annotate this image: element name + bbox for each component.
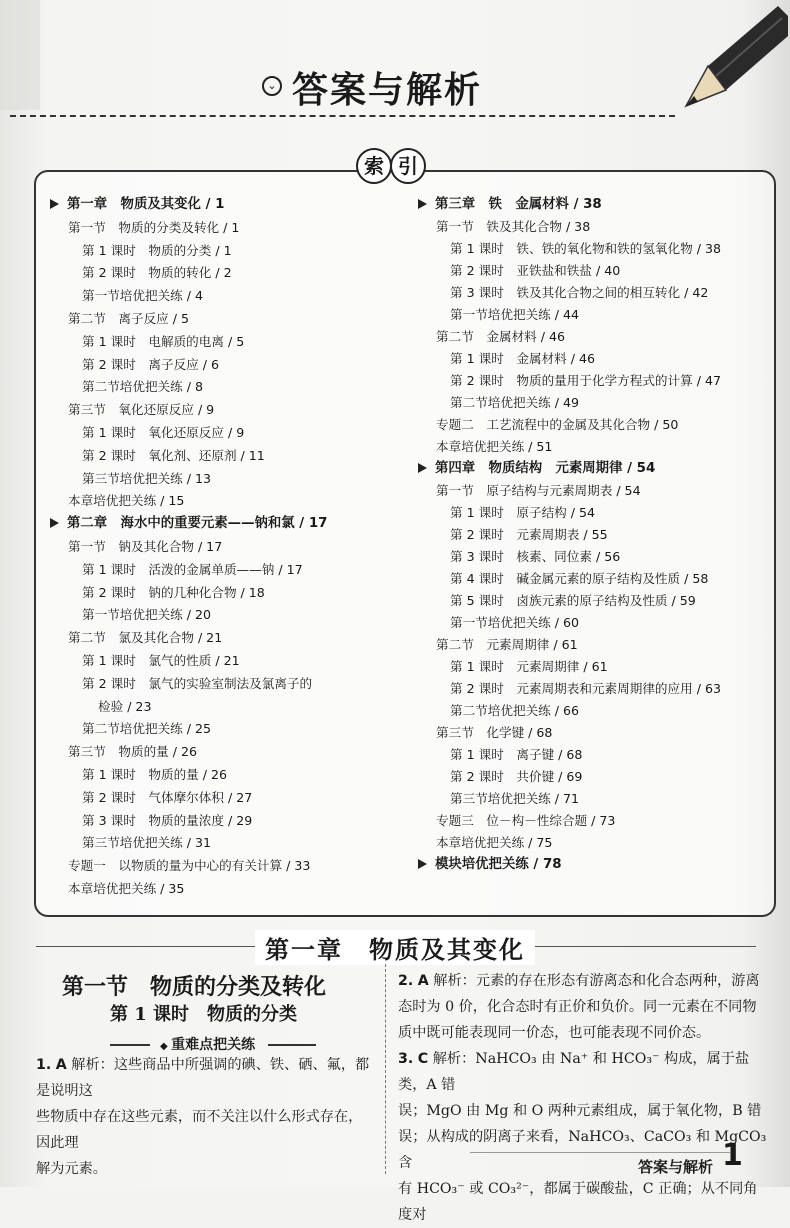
toc-item bbox=[450, 570, 708, 588]
toc-item bbox=[68, 492, 184, 510]
answer-3 bbox=[398, 1046, 768, 1228]
toc-item-label: 第三节 化学键 / 68 bbox=[436, 725, 553, 740]
toc-item bbox=[418, 196, 602, 214]
toc-item bbox=[68, 857, 310, 875]
toc-item-label: 第三节 氧化还原反应 / 9 bbox=[68, 402, 215, 418]
triangle-bullet-icon bbox=[418, 463, 427, 473]
toc-item bbox=[436, 724, 552, 742]
toc-item-label: 第二节 氯及其化合物 / 21 bbox=[68, 630, 223, 646]
toc-item bbox=[82, 470, 211, 488]
toc-item-label: 第 1 课时 金属材料 / 46 bbox=[450, 351, 596, 366]
toc-item-label: 第 1 课时 电解质的电离 / 5 bbox=[82, 333, 245, 349]
index-tab-char: 索 bbox=[356, 148, 392, 184]
toc-item bbox=[436, 328, 565, 346]
answer-1-text: 解析：这些商品中所强调的碘、铁、硒、氟，都是说明这 bbox=[36, 1057, 370, 1099]
toc-item-label: 第 3 课时 核素、同位素 / 56 bbox=[450, 549, 621, 564]
toc-item bbox=[436, 218, 590, 236]
toc-item-label: 本章培优把关练 / 51 bbox=[436, 439, 553, 454]
toc-item bbox=[50, 515, 328, 533]
toc-item bbox=[418, 460, 655, 478]
toc-item-label: 第一节培优把关练 / 44 bbox=[450, 307, 580, 322]
toc-item-label: 第 1 课时 离子键 / 68 bbox=[450, 747, 583, 762]
toc-item-label: 第三节培优把关练 / 71 bbox=[450, 791, 580, 806]
toc-item bbox=[436, 438, 552, 456]
toc-item bbox=[450, 350, 595, 368]
header-dashed-line bbox=[10, 115, 675, 117]
answer-3-number: 3. bbox=[398, 1051, 414, 1067]
toc-item-label: 第 2 课时 共价键 / 69 bbox=[450, 769, 583, 784]
toc-item-label: 第三节培优把关练 / 13 bbox=[82, 470, 212, 486]
answer-1-number: 1. bbox=[36, 1057, 52, 1073]
answer-2 bbox=[398, 968, 768, 1046]
answer-2-line: 质中既可能表现同一价态，也可能表现不同价态。 bbox=[398, 1025, 711, 1041]
index-tab bbox=[356, 148, 422, 184]
toc-item-label: 第一节 钠及其化合物 / 17 bbox=[68, 539, 223, 554]
toc-item-label: 第三节 物质的量 / 26 bbox=[68, 744, 198, 760]
toc-item bbox=[82, 447, 265, 465]
toc-item-label: 第 1 课时 元素周期律 / 61 bbox=[450, 659, 608, 674]
toc-item bbox=[450, 240, 721, 258]
toc-item-label: 专题三 位－构－性综合题 / 73 bbox=[436, 813, 616, 828]
toc-item bbox=[82, 287, 203, 305]
toc-item-label: 专题二 工艺流程中的金属及其化合物 / 50 bbox=[436, 417, 679, 432]
toc-item-label: 第 1 课时 活泼的金属单质——钠 / 17 bbox=[82, 561, 303, 577]
answer-1-line: 些物质中存在这些元素，而不关注以什么形式存在，因此理 bbox=[36, 1109, 363, 1151]
toc-item-label: 第 1 课时 原子结构 / 54 bbox=[450, 505, 596, 520]
page-title: 答案与解析 bbox=[292, 70, 483, 111]
toc-item bbox=[450, 680, 721, 698]
corner-shadow bbox=[0, 0, 40, 110]
toc-item bbox=[450, 592, 696, 610]
footer-label: 答案与解析 bbox=[638, 1158, 714, 1176]
toc-item bbox=[418, 856, 562, 874]
toc-item bbox=[82, 378, 203, 396]
toc-item bbox=[82, 606, 211, 624]
toc-item-label: 第三章 铁 金属材料 / 38 bbox=[435, 197, 602, 212]
toc-item bbox=[450, 790, 579, 808]
practice-label: 重难点把关练 bbox=[171, 1037, 256, 1053]
answer-1-line bbox=[36, 1052, 376, 1104]
toc-item bbox=[82, 584, 265, 602]
toc-item bbox=[68, 401, 214, 419]
answer-1-key: A bbox=[55, 1057, 67, 1073]
chapter-title-text: 第一章 物质及其变化 bbox=[255, 930, 535, 965]
toc-item-label: 第一章 物质及其变化 / 1 bbox=[67, 197, 225, 212]
toc-item bbox=[68, 538, 222, 556]
pencil-icon bbox=[668, 6, 788, 116]
lesson-title: 第 1 课时 物质的分类 bbox=[110, 1004, 298, 1025]
toc-item bbox=[450, 372, 721, 390]
toc-item-label: 第 2 课时 钠的几种化合物 / 18 bbox=[82, 584, 265, 600]
section-title: 第一节 物质的分类及转化 bbox=[62, 974, 327, 1000]
toc-item bbox=[82, 766, 227, 784]
toc-item-label: 第二节 离子反应 / 5 bbox=[68, 311, 190, 326]
toc-item-label: 第 2 课时 离子反应 / 6 bbox=[82, 356, 220, 372]
toc-item-label: 本章培优把关练 / 75 bbox=[436, 835, 553, 850]
toc-item-label: 第 2 课时 物质的量用于化学方程式的计算 / 47 bbox=[450, 373, 721, 388]
toc-item-label: 第 2 课时 亚铁盐和铁盐 / 40 bbox=[450, 263, 621, 278]
answer-2-text: 解析：元素的存在形态有游离态和化合态两种，游离 bbox=[433, 973, 760, 989]
chapter-title bbox=[0, 930, 790, 965]
toc-item-label: 第 2 课时 元素周期表和元素周期律的应用 / 63 bbox=[450, 681, 721, 696]
answer-2-key: A bbox=[417, 973, 429, 989]
toc-item bbox=[68, 219, 239, 237]
triangle-bullet-icon bbox=[50, 518, 59, 528]
toc-item-label: 第二节培优把关练 / 25 bbox=[82, 721, 212, 737]
answer-3-text: 解析：NaHCO₃ 由 Na⁺ 和 HCO₃⁻ 构成，属于盐类，A 错 bbox=[398, 1051, 750, 1093]
practice-rule-right bbox=[268, 1044, 316, 1046]
toc-item-label: 第 1 课时 铁、铁的氧化物和铁的氢氧化物 / 38 bbox=[450, 241, 721, 256]
toc-item-label: 第 2 课时 元素周期表 / 55 bbox=[450, 527, 608, 542]
toc-item bbox=[82, 333, 244, 351]
chevron-down-circle-icon: ⌄ bbox=[262, 76, 282, 96]
practice-rule-left bbox=[110, 1044, 150, 1046]
answer-3-line: 有 HCO₃⁻ 或 CO₃²⁻，都属于碳酸盐，C 正确；从不同角度对 bbox=[398, 1181, 758, 1223]
toc-item-label: 第 2 课时 氧化剂、还原剂 / 11 bbox=[82, 447, 265, 463]
toc-item bbox=[450, 658, 608, 676]
toc-item-label: 专题一 以物质的量为中心的有关计算 / 33 bbox=[68, 858, 311, 874]
answer-2-line: 态时为 0 价，化合态时有正价和负价。同一元素在不同物 bbox=[398, 999, 757, 1015]
toc-item-label: 第二节培优把关练 / 49 bbox=[450, 395, 580, 410]
toc-item bbox=[450, 284, 708, 302]
toc-item-label: 第 5 课时 卤族元素的原子结构及性质 / 59 bbox=[450, 593, 696, 608]
toc-item-label: 第 2 课时 气体摩尔体积 / 27 bbox=[82, 789, 253, 805]
toc-item-label: 第 2 课时 物质的转化 / 2 bbox=[82, 265, 232, 281]
toc-item bbox=[450, 306, 579, 324]
toc-item-label: 第 1 课时 物质的分类 / 1 bbox=[82, 242, 232, 258]
toc-item bbox=[450, 548, 620, 566]
toc-item bbox=[82, 675, 312, 693]
toc-item-label: 第 4 课时 碱金属元素的原子结构及性质 / 58 bbox=[450, 571, 709, 586]
toc-item-label: 第三节培优把关练 / 31 bbox=[82, 835, 212, 851]
toc-item-label: 第一节 铁及其化合物 / 38 bbox=[436, 219, 591, 234]
toc-item-label: 第 1 课时 物质的量 / 26 bbox=[82, 767, 228, 782]
toc-item bbox=[450, 746, 582, 764]
footer-rule bbox=[470, 1152, 730, 1153]
toc-item bbox=[68, 629, 222, 647]
toc-item bbox=[450, 702, 579, 720]
answer-3-line: 误；从构成的阴离子来看，NaHCO₃、CaCO₃ 和 MgCO₃ 含 bbox=[398, 1129, 767, 1171]
answer-3-line bbox=[398, 1046, 768, 1098]
toc-item bbox=[82, 812, 252, 830]
practice-heading: ◆ 重难点把关练 bbox=[160, 1037, 256, 1053]
triangle-bullet-icon bbox=[418, 199, 427, 209]
toc-item-label: 第一节 原子结构与元素周期表 / 54 bbox=[436, 483, 641, 498]
toc-item-label: 本章培优把关练 / 35 bbox=[68, 881, 185, 896]
toc-item bbox=[450, 262, 620, 280]
toc-item bbox=[436, 636, 578, 654]
answer-3-line: 误；MgO 由 Mg 和 O 两种元素组成，属于氧化物，B 错 bbox=[398, 1103, 762, 1119]
toc-item-label: 第二节 金属材料 / 46 bbox=[436, 329, 566, 344]
toc-item bbox=[450, 394, 579, 412]
page-number: 1 bbox=[722, 1138, 743, 1173]
toc-item bbox=[450, 526, 608, 544]
toc-item bbox=[82, 652, 240, 670]
answer-1-line: 解为元素。 bbox=[36, 1161, 107, 1177]
toc-item bbox=[82, 561, 303, 579]
toc-item-label: 第一节培优把关练 / 20 bbox=[82, 607, 212, 623]
toc-item bbox=[82, 242, 232, 260]
toc-item-label: 检验 / 23 bbox=[98, 698, 152, 714]
toc-item-label: 第 1 课时 氧化还原反应 / 9 bbox=[82, 425, 245, 440]
toc-item bbox=[82, 720, 211, 738]
toc-item-label: 第二节 元素周期律 / 61 bbox=[436, 637, 578, 652]
toc-item-label: 第 1 课时 氯气的性质 / 21 bbox=[82, 653, 240, 668]
toc-item-label: 第一节培优把关练 / 4 bbox=[82, 288, 204, 304]
toc-item bbox=[82, 789, 252, 807]
toc-item bbox=[436, 834, 552, 852]
toc-item bbox=[82, 834, 211, 852]
toc-item-label: 本章培优把关练 / 15 bbox=[68, 493, 185, 509]
toc-item bbox=[82, 264, 232, 282]
toc-item bbox=[450, 614, 579, 632]
toc-item bbox=[436, 416, 678, 434]
answer-2-number: 2. bbox=[398, 973, 414, 989]
toc-item-label: 第 2 课时 氯气的实验室制法及氯离子的 bbox=[82, 675, 313, 691]
answer-1 bbox=[36, 1052, 376, 1182]
toc-item bbox=[68, 880, 184, 898]
toc-item-label: 第二节培优把关练 / 66 bbox=[450, 703, 580, 718]
index-tab-char: 引 bbox=[390, 148, 426, 184]
toc-item-label: 第 3 课时 铁及其化合物之间的相互转化 / 42 bbox=[450, 285, 709, 300]
toc-item bbox=[450, 768, 582, 786]
toc-item bbox=[450, 504, 595, 522]
toc-item-label: 第一节培优把关练 / 60 bbox=[450, 615, 580, 630]
toc-item bbox=[82, 424, 244, 442]
triangle-bullet-icon bbox=[418, 859, 427, 869]
toc-item-label: 第二节培优把关练 / 8 bbox=[82, 379, 204, 395]
triangle-bullet-icon bbox=[50, 199, 59, 209]
toc-item bbox=[436, 812, 615, 830]
toc-item-label: 第二章 海水中的重要元素——钠和氯 / 17 bbox=[67, 516, 328, 532]
toc-item bbox=[82, 356, 219, 374]
toc-item bbox=[68, 743, 197, 761]
toc-item-label: 第四章 物质结构 元素周期律 / 54 bbox=[435, 461, 656, 476]
toc-item bbox=[68, 310, 189, 328]
toc-item-label: 第一节 物质的分类及转化 / 1 bbox=[68, 219, 240, 235]
toc-item bbox=[50, 196, 224, 214]
answer-2-line bbox=[398, 968, 768, 994]
toc-item bbox=[98, 698, 151, 716]
toc-item-label: 第 3 课时 物质的量浓度 / 29 bbox=[82, 812, 253, 828]
toc-item bbox=[436, 482, 641, 500]
toc-item-label: 模块培优把关练 / 78 bbox=[435, 857, 562, 872]
column-divider bbox=[385, 964, 386, 1174]
answer-3-key: C bbox=[417, 1051, 429, 1067]
